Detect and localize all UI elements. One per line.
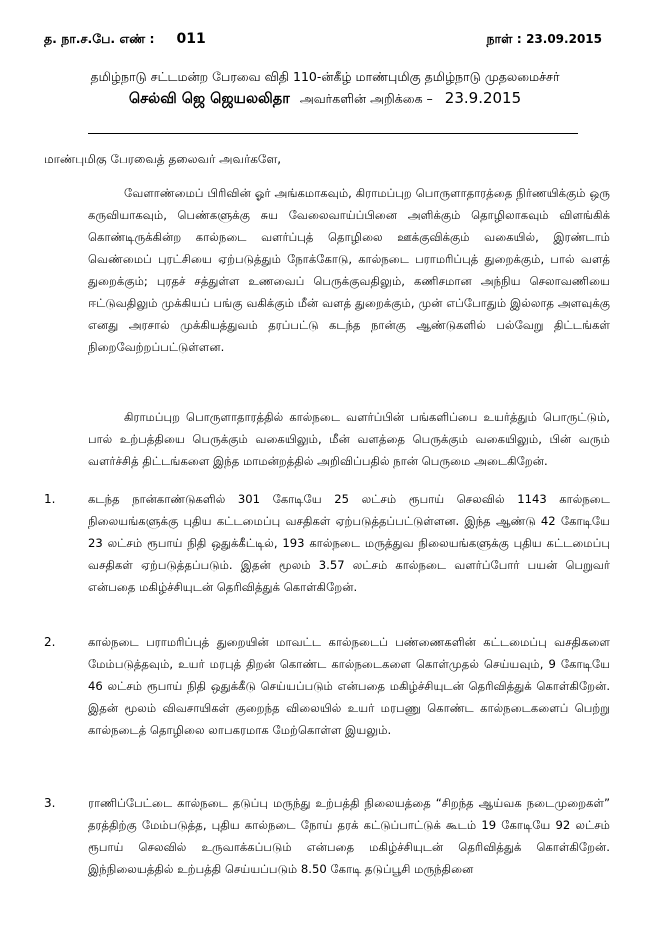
date-value: 23.09.2015 [526, 32, 602, 46]
date-label: நாள் : [486, 31, 522, 46]
item-text: கடந்த நான்காண்டுகளில் 301 கோடியே 25 லட்சம் ரூபாய் செலவில் 1143 கால்நடை நிலையங்களுக்கு புதிய கட்டமைப்பு வசதிகள் ஏற்படுத்தப்பட்டுள்ளன. இந்த ஆண்டு 42 கோடியே 23 லட்சம் ரூபாய் நிதி ஒதுக்கீட்டில், 193 கால்நடை மருத்துவ நிலையங்களுக்கு புதிய கட்டமைப்பு வசதிகள் ஏற்படுத்தப்படும். இதன் மூலம் 3.57 லட்சம் கால்நடை வளர்ப்போர் பயன் பெறுவர் என்பதை மகிழ்ச்சியுடன் தெரிவித்துக் கொள்கிறேன். [88, 492, 610, 594]
date-block [487, 31, 602, 48]
item-number: 2. [44, 635, 56, 649]
item-number: 3. [44, 796, 56, 810]
intro-paragraph: வேளாண்மைப் பிரிவின் ஓர் அங்கமாகவும், கிராமப்புற பொருளாதாரத்தை நிர்ணயிக்கும் ஒரு கருவியாகவும், பெண்களுக்கு சுய வேலைவாய்ப்பினை அளிக்கும் தொழிலாகவும் விளங்கிக் கொண்டிருக்கின்ற கால்நடை வளர்ப்புத் தொழிலை ஊக்குவிக்கும் வகையில், இரண்டாம் வெண்மைப் புரட்சியை ஏற்படுத்தும் நோக்கோடு, கால்நடை பராமரிப்புத் துறைக்கும், பால் வளத் துறைக்கும்; புரதச் சத்துள்ள உணவைப் பெருக்குவதிலும், கணிசமான அந்நிய செலாவணியை ஈட்டுவதிலும் முக்கியப் பங்கு வகிக்கும் மீன் வளத் துறைக்கும், முன் எப்போதும் இல்லாத அளவுக்கு எனது அரசால் முக்கியத்துவம் தரப்பட்டு கடந்த நான்கு ஆண்டுகளில் பல்வேறு திட்டங்கள் நிறைவேற்றப்பட்டுள்ளன. [88, 186, 610, 354]
item-text: ராணிப்பேட்டை கால்நடை தடுப்பு மருந்து உற்பத்தி நிலையத்தை “சிறந்த ஆய்வக நடைமுறைகள்” தரத்திற்கு மேம்படுத்த, புதிய கால்நடை நோய் தரக் கட்டுப்பாட்டுக் கூடம் 19 கோடியே 92 லட்சம் ரூபாய் செலவில் உருவாக்கப்படும் என்பதை மகிழ்ச்சியுடன் தெரிவித்துக் கொள்கிறேன். இந்நிலையத்தில் உற்பத்தி செய்யப்படும் 8.50 கோடி தடுப்பூசி மருந்தினை [88, 796, 610, 876]
header-row [44, 31, 602, 48]
title-name-line [0, 89, 650, 109]
divider-line [88, 133, 578, 134]
title-line: தமிழ்நாடு சட்டமன்ற பேரவை விதி 110-ன்கீழ் மாண்புமிகு தமிழ்நாடு முதலமைச்சர் [90, 69, 560, 84]
reference-block [44, 31, 206, 48]
item-number: 1. [44, 492, 56, 506]
statement-suffix: அவர்களின் அறிக்கை – [299, 91, 433, 106]
announcement-text: கிராமப்புற பொருளாதாரத்தில் கால்நடை வளர்ப்பின் பங்களிப்பை உயர்த்தும் பொருட்டும், பால் உற்பத்தியை பெருக்கும் வகையிலும், மீன் வளத்தை பெருக்கும் வகையிலும், பின் வரும் வளர்ச்சித் திட்டங்களை இந்த மாமன்றத்தில் அறிவிப்பதில் நான் பெருமை அடைகிறேன். [88, 410, 610, 468]
reference-number: 011 [176, 31, 206, 47]
chief-minister-name: செல்வி ஜெ ஜெயலலிதா [128, 91, 290, 107]
statement-date: 23.9.2015 [444, 89, 522, 107]
salutation: மாண்புமிகு பேரவைத் தலைவர் அவர்களே, [44, 152, 282, 166]
announcement-paragraph [88, 406, 610, 472]
reference-label: த. நா.ச.பே. எண் : [44, 31, 155, 46]
item-text: கால்நடை பராமரிப்புத் துறையின் மாவட்ட கால்நடைப் பண்ணைகளின் கட்டமைப்பு வசதிகளை மேம்படுத்தவும், உயர் மரபுத் திறன் கொண்ட கால்நடைகளை கொள்முதல் செய்யவும், 9 கோடியே 46 லட்சம் ரூபாய் நிதி ஒதுக்கீடு செய்யப்படும் என்பதை மகிழ்ச்சியுடன் தெரிவித்துக் கொள்கிறேன். இதன் மூலம் விவசாயிகள் குறைந்த விலையில் உயர் மரபணு கொண்ட கால்நடைகளைப் பெற்று கால்நடைத் தொழிலை லாபகரமாக மேற்கொள்ள இயலும். [88, 635, 610, 737]
